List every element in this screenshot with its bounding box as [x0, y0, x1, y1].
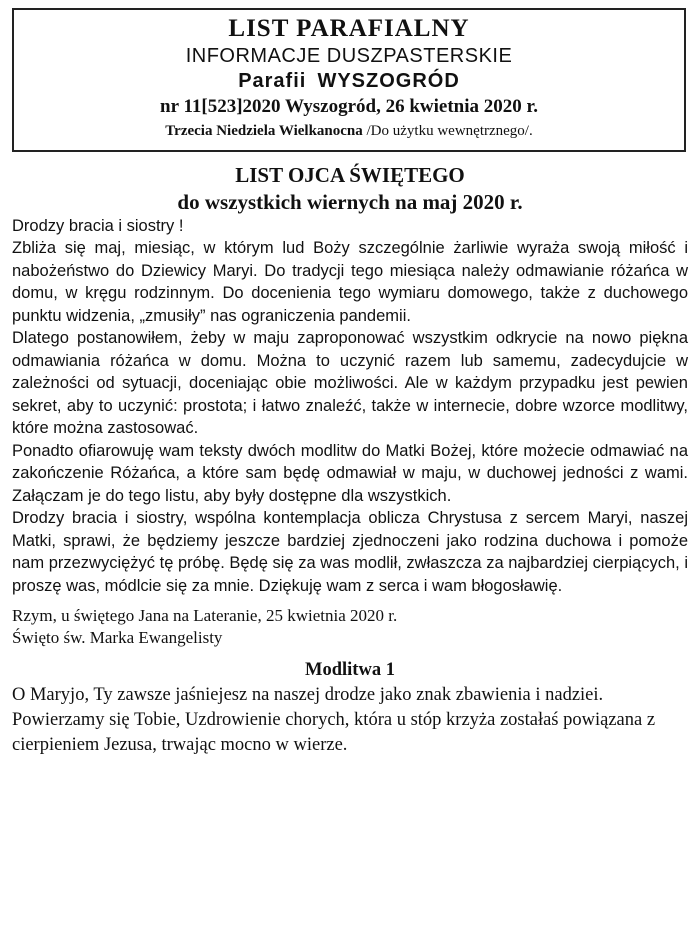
liturgical-sunday: Trzecia Niedziela Wielkanocna	[165, 123, 363, 139]
sunday-line	[14, 120, 684, 142]
parish-name: WYSZOGRÓD	[317, 70, 460, 92]
prayer-paragraph: Powierzamy się Tobie, Uzdrowienie chorych, która u stóp krzyża zostałaś powiązana z cierpieniem Jezusa, trwając mocno w wierze.	[12, 710, 656, 755]
letter-body	[12, 215, 688, 758]
letter-greeting: Drodzy bracia i siostry !	[12, 217, 184, 235]
letter-title: LIST OJCA ŚWIĘTEGO	[235, 163, 465, 187]
place-date: Rzym, u świętego Jana na Lateranie, 25 kwietnia 2020 r.	[12, 606, 398, 625]
bulletin-title: LIST PARAFIALNY	[228, 15, 470, 42]
prayer-section	[12, 657, 688, 758]
letter-signature	[12, 605, 688, 649]
prayer-title: Modlitwa 1	[305, 660, 395, 680]
prayer-paragraph: O Maryjo, Ty zawsze jaśniejesz na naszej drodze jako znak zbawienia i nadziei.	[12, 685, 604, 705]
masthead-box	[12, 8, 686, 152]
parish-line	[14, 68, 684, 94]
letter-subtitle: do wszystkich wiernych na maj 2020 r.	[177, 190, 523, 214]
bulletin-subtitle: INFORMACJE DUSZPASTERSKIE	[185, 45, 513, 67]
usage-note: /Do użytku wewnętrznego/.	[362, 123, 533, 139]
letter-paragraph: Ponadto ofiarowuję wam teksty dwóch modlitw do Matki Bożej, które możecie odmawiać na zakończenie Różańca, a które sam będę odmawiał w maju, w duchowej jedności z wami. Załączam je do tego listu, aby były dostępne dla wszystkich.	[12, 441, 688, 505]
feast-day: Święto św. Marka Ewangelisty	[12, 628, 223, 647]
letter-paragraph: Drodzy bracia i siostry, wspólna kontemplacja oblicza Chrystusa z sercem Maryi, naszej Matki, sprawi, że będziemy jeszcze bardziej zjednoczeni jako rodzina duchowa i pomoże nam przezwyciężyć tę próbę. Będę się za was modlił, zwłaszcza za najbardziej cierpiących, i proszę was, módlcie się za mnie. Dziękuję wam z serca i wam błogosławię.	[12, 509, 688, 595]
issue-line: nr 11[523]2020 Wyszogród, 26 kwietnia 2020 r.	[160, 96, 538, 117]
letter-paragraph: Dlatego postanowiłem, żeby w maju zaproponować wszystkim odkrycie na nowo piękna odmawiania różańca w domu. Można to uczynić razem lub samemu, zadecydujcie w zależności od sytuacji, doceniając obie możliwości. Ale w każdym przypadku jest pewien sekret, aby to uczynić: prostota; i łatwo znaleźć, także w internecie, dobre wzorce modlitwy, które można zastosować.	[12, 329, 688, 437]
parish-prefix: Parafii	[238, 70, 307, 92]
letter-paragraph: Zbliża się maj, miesiąc, w którym lud Boży szczególnie żarliwie wyraża swoją miłość i nabożeństwo do Dziewicy Maryi. Do tradycji tego miesiąca należy odmawianie różańca w domu, w kręgu rodzinnym. Do docenienia tego wymiaru domowego, także z duchowego punktu widzenia, „zmusiły” nas ograniczenia pandemii.	[12, 239, 688, 325]
